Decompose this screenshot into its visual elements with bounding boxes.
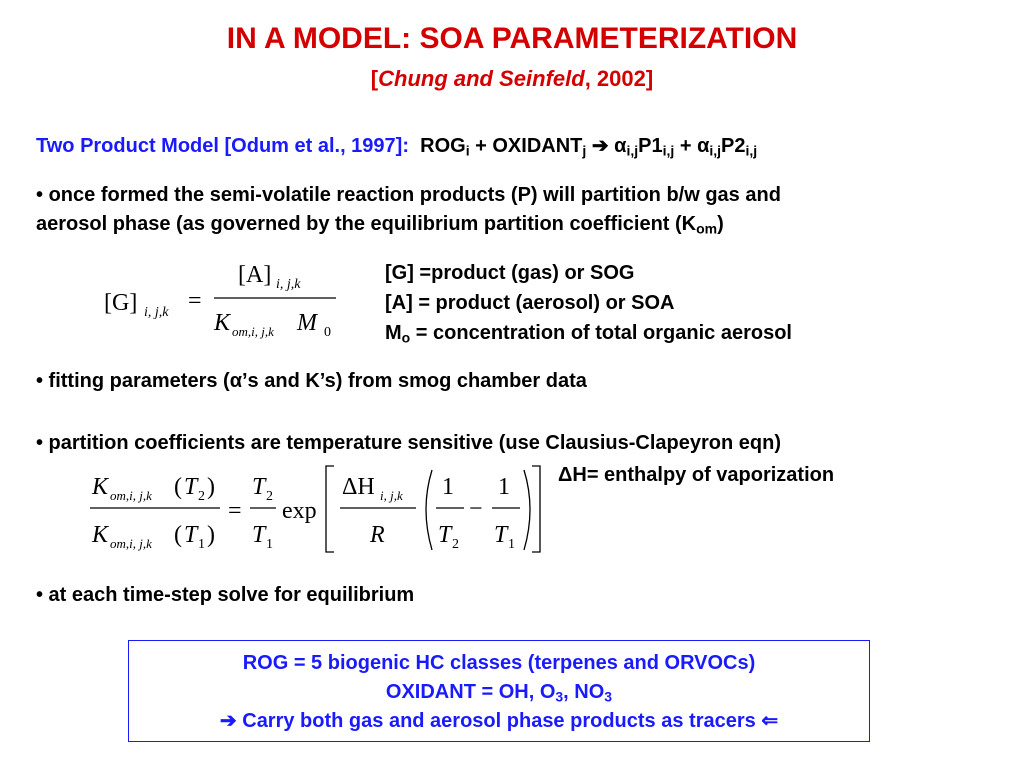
- eq1-m-sub: 0: [324, 325, 331, 340]
- eq2-num-a: 1: [442, 474, 454, 500]
- equation-partition: [96, 252, 356, 348]
- arrow-icon: ➔: [591, 135, 609, 157]
- eq2-t2-sub: 2: [266, 489, 273, 504]
- def-m-sub: o: [401, 329, 411, 346]
- bullet1-close: ): [717, 213, 724, 235]
- definitions: [385, 258, 792, 348]
- eq2-den-a-sub: 2: [452, 537, 459, 552]
- box-line3: [129, 707, 869, 736]
- eq2-lp-bot: (: [174, 522, 182, 548]
- eq2-k-bot-sub: om,i, j,k: [110, 536, 152, 551]
- eq1-a-sub: i, j,k: [276, 277, 301, 292]
- eq2-minus: −: [469, 496, 483, 522]
- eq2-rp-top: ): [207, 474, 215, 500]
- no3-sub: 3: [604, 688, 613, 705]
- rog-term: ROG: [420, 135, 466, 157]
- alpha-2-sub: i,j: [709, 142, 722, 159]
- bullet-partition-line2: [36, 213, 724, 236]
- enthalpy-text: H= enthalpy of vaporization: [572, 464, 835, 486]
- delta-symbol: Δ: [558, 464, 573, 486]
- kom-sub: om: [696, 220, 718, 237]
- eq1-m: M: [297, 310, 317, 336]
- eq2-t1: T: [252, 522, 266, 548]
- eq2-dh: ΔH: [342, 474, 375, 500]
- eq2-dh-ijk: i, j,k: [380, 488, 403, 503]
- arrow-left-icon: ⇐: [761, 710, 779, 732]
- alpha-2: α: [697, 135, 710, 157]
- bullet-temperature: • partition coefficients are temperature sensitive (use Clausius-Clapeyron eqn): [36, 432, 781, 454]
- summary-box: [128, 640, 870, 742]
- eq2-r: R: [370, 522, 385, 548]
- eq1-g: [G]: [104, 290, 138, 316]
- eq2-t-bot-sub: 1: [198, 537, 205, 552]
- bullet2-post: ’s and K’s) from smog chamber data: [242, 370, 587, 392]
- bullet1-text2: aerosol phase (as governed by the equilibrium partition coefficient (K: [36, 213, 697, 235]
- def-g: [G] =product (gas) or SOG: [385, 262, 635, 284]
- eq2-k-bot: K: [92, 522, 109, 548]
- p1-term: P1: [638, 135, 663, 157]
- eq1-equals: =: [188, 288, 202, 314]
- def-a: [A] = product (aerosol) or SOA: [385, 292, 675, 314]
- rog-sub: i: [465, 142, 470, 159]
- eq2-den-b-sub: 1: [508, 537, 515, 552]
- enthalpy-definition: [558, 464, 834, 487]
- alpha-1: α: [614, 135, 627, 157]
- eq2-num-b: 1: [498, 474, 510, 500]
- eq2-lp-top: (: [174, 474, 182, 500]
- eq2-left-paren: [426, 470, 432, 550]
- eq2-right-paren: [524, 470, 530, 550]
- eq2-exp: exp: [282, 498, 317, 524]
- eq2-right-bracket: [532, 466, 540, 552]
- bullet2-pre: • fitting parameters (: [36, 370, 230, 392]
- eq2-equals: =: [228, 498, 242, 524]
- alpha-1-sub: i,j: [626, 142, 639, 159]
- bullet1-text1: once formed the semi-volatile reaction products (P) will partition b/w gas and: [48, 184, 781, 206]
- equation-clausius-clapeyron: [90, 462, 550, 558]
- eq2-t-top-sub: 2: [198, 489, 205, 504]
- eq2-t2: T: [252, 474, 266, 500]
- bullet-equilibrium: • at each time-step solve for equilibrium: [36, 584, 415, 606]
- eq2-left-bracket: [326, 466, 334, 552]
- bullet-partition-line1: [36, 184, 781, 207]
- p2-sub: i,j: [745, 142, 758, 159]
- box-line3-text: Carry both gas and aerosol phase products as tracers: [236, 710, 762, 732]
- arrow-right-icon: ➔: [219, 710, 237, 732]
- eq1-k: K: [214, 310, 231, 336]
- bullet-fitting: [36, 370, 587, 393]
- p1-sub: i,j: [662, 142, 675, 159]
- eq2-rp-bot: ): [207, 522, 215, 548]
- citation: [0, 66, 1024, 92]
- eq2-den-b: T: [494, 522, 508, 548]
- bullet2-alpha: α: [229, 370, 242, 392]
- box-line2: [129, 678, 869, 707]
- plus-sign: +: [674, 135, 698, 157]
- slide-title: IN A MODEL: SOA PARAMETERIZATION: [226, 22, 798, 55]
- two-product-line: [36, 133, 757, 158]
- bullet-marker: •: [36, 184, 44, 206]
- eq2-t-top: T: [184, 474, 198, 500]
- citation-open: [: [370, 66, 379, 91]
- citation-authors: Chung and Seinfeld: [378, 66, 585, 91]
- box-line1: ROG = 5 biogenic HC classes (terpenes and ORVOCs): [242, 652, 756, 674]
- eq1-g-sub: i, j,k: [144, 305, 169, 320]
- eq2-t-bot: T: [184, 522, 198, 548]
- eq2-k-top-sub: om,i, j,k: [110, 488, 152, 503]
- p2-term: P2: [721, 135, 746, 157]
- box-line2-a: OXIDANT = OH, O: [385, 681, 556, 703]
- def-m-symbol: M: [385, 322, 402, 344]
- eq1-k-sub: om,i, j,k: [232, 324, 274, 339]
- eq2-t1-sub: 1: [266, 537, 273, 552]
- def-m-text: = concentration of total organic aerosol: [410, 322, 792, 344]
- oxidant-sub: j: [582, 142, 587, 159]
- def-m: [385, 318, 792, 348]
- eq1-a: [A]: [238, 262, 272, 288]
- eq2-k-top: K: [92, 474, 109, 500]
- box-line2-b: , NO: [563, 681, 605, 703]
- eq2-den-a: T: [438, 522, 452, 548]
- o3-sub: 3: [555, 688, 564, 705]
- oxidant-term: + OXIDANT: [469, 135, 583, 157]
- two-product-label: Two Product Model [Odum et al., 1997]:: [36, 135, 409, 157]
- citation-year: , 2002]: [584, 66, 654, 91]
